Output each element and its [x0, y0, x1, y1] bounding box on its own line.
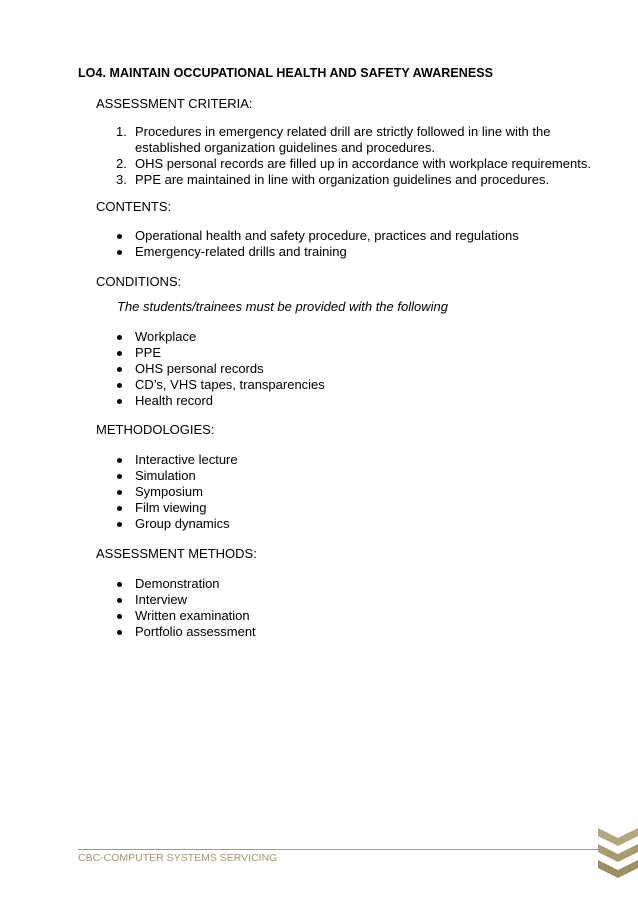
list-item — [116, 124, 610, 156]
item-number: 2. — [116, 156, 127, 171]
list-item — [117, 393, 325, 409]
assessment-criteria-label: ASSESSMENT CRITERIA: — [96, 96, 253, 111]
list-item — [116, 156, 610, 172]
assessment-criteria-list — [116, 124, 610, 188]
item-number: 1. — [116, 124, 127, 139]
page-heading: LO4. MAINTAIN OCCUPATIONAL HEALTH AND SAFETY AWARENESS — [78, 66, 493, 80]
list-item — [117, 345, 325, 361]
bullet-icon — [117, 474, 122, 479]
bullet-icon — [117, 458, 122, 463]
list-item — [117, 468, 238, 484]
assessment-methods-list — [117, 576, 256, 640]
item-number: 3. — [116, 172, 127, 187]
item-text: Workplace — [135, 329, 197, 344]
bullet-icon — [117, 335, 122, 340]
contents-list — [117, 228, 519, 260]
conditions-label: CONDITIONS: — [96, 274, 182, 289]
list-item — [117, 516, 238, 532]
item-text: PPE are maintained in line with organization guidelines and procedures. — [135, 172, 550, 187]
bullet-icon — [117, 522, 122, 527]
list-item — [117, 377, 325, 393]
bullet-icon — [117, 598, 122, 603]
item-text: Group dynamics — [135, 516, 230, 531]
contents-label: CONTENTS: — [96, 199, 172, 214]
methodologies-label: METHODOLOGIES: — [96, 422, 215, 437]
footer-divider — [78, 849, 600, 850]
bullet-icon — [117, 490, 122, 495]
item-text: OHS personal records — [135, 361, 264, 376]
item-text: Operational health and safety procedure, practices and regulations — [135, 228, 519, 243]
item-text: Procedures in emergency related drill are strictly followed in line with the established organization guidelines and procedures. — [135, 124, 551, 155]
bullet-icon — [117, 367, 122, 372]
bullet-icon — [117, 630, 122, 635]
item-text: Demonstration — [135, 576, 220, 591]
footer-chevron-logo-icon — [598, 826, 638, 887]
bullet-icon — [117, 506, 122, 511]
bullet-icon — [117, 383, 122, 388]
list-item — [117, 228, 519, 244]
item-text: PPE — [135, 345, 162, 360]
item-text: CD’s, VHS tapes, transparencies — [135, 377, 325, 392]
list-item — [117, 361, 325, 377]
bullet-icon — [117, 250, 122, 255]
bullet-icon — [117, 582, 122, 587]
bullet-icon — [117, 614, 122, 619]
conditions-note: The students/trainees must be provided with the following — [117, 299, 448, 314]
list-item — [117, 624, 256, 640]
bullet-icon — [117, 234, 122, 239]
bullet-icon — [117, 399, 122, 404]
list-item — [117, 500, 238, 516]
list-item — [117, 484, 238, 500]
list-item — [116, 172, 610, 188]
item-text: Symposium — [135, 484, 203, 499]
item-text: Written examination — [135, 608, 250, 623]
list-item — [117, 592, 256, 608]
item-text: Film viewing — [135, 500, 207, 515]
bullet-icon — [117, 351, 122, 356]
list-item — [117, 452, 238, 468]
list-item — [117, 244, 519, 260]
methodologies-list — [117, 452, 238, 532]
item-text: Portfolio assessment — [135, 624, 256, 639]
list-item — [117, 608, 256, 624]
item-text: Interview — [135, 592, 188, 607]
list-item — [117, 329, 325, 345]
item-text: Emergency-related drills and training — [135, 244, 347, 259]
conditions-list — [117, 329, 325, 409]
item-text: Health record — [135, 393, 214, 408]
list-item — [117, 576, 256, 592]
item-text: Simulation — [135, 468, 196, 483]
footer-text: CBC-COMPUTER SYSTEMS SERVICING — [78, 852, 278, 864]
item-text: Interactive lecture — [135, 452, 238, 467]
item-text: OHS personal records are filled up in accordance with workplace requirements. — [135, 156, 591, 171]
assessment-methods-label: ASSESSMENT METHODS: — [96, 546, 257, 561]
